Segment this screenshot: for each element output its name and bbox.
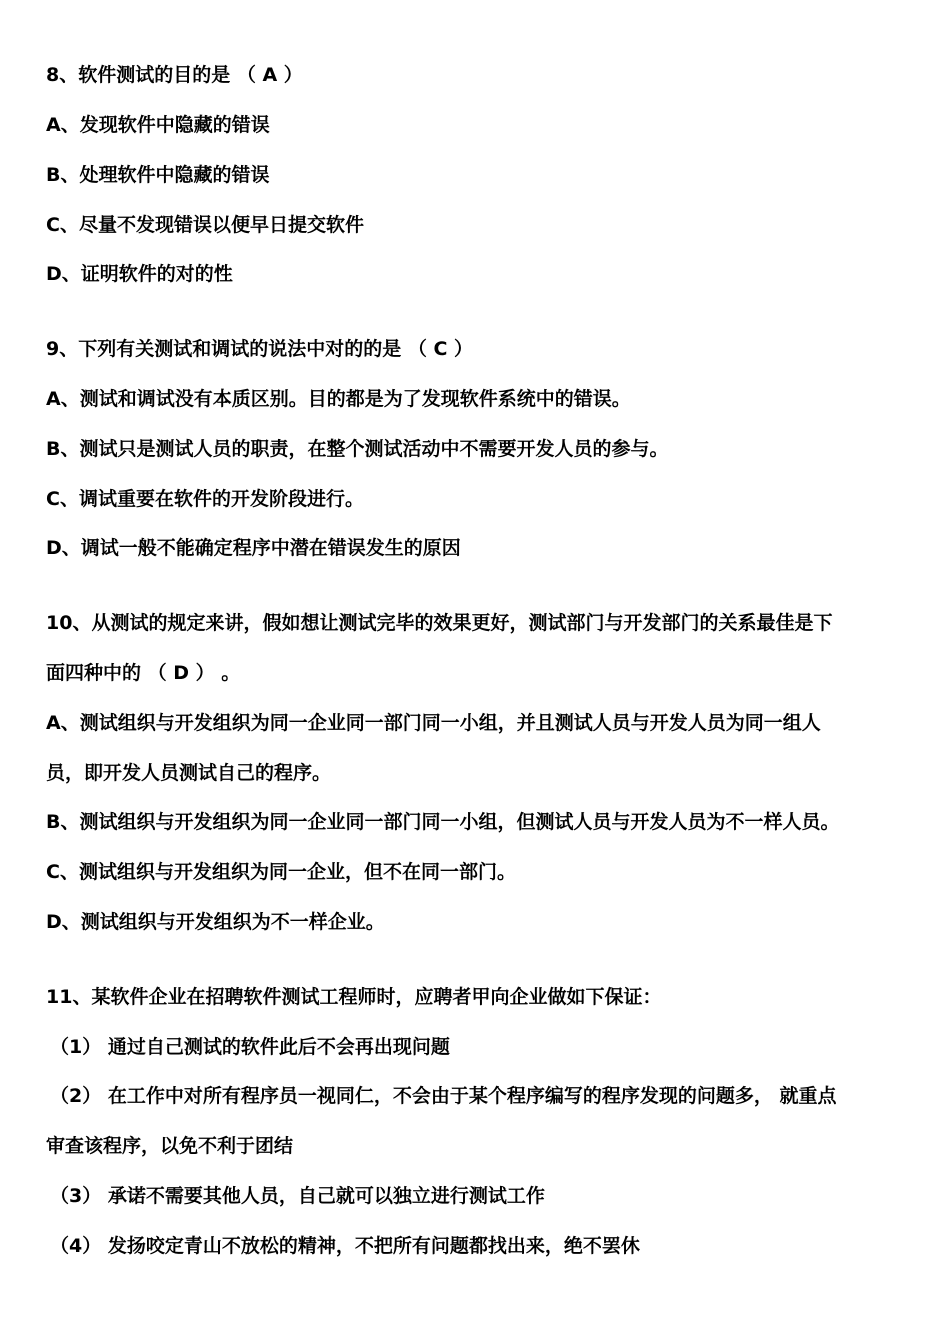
question-8-option-b: B、处理软件中隐藏的错误 xyxy=(46,164,270,186)
question-10-option-a-line-2: 员，即开发人员测试自己的程序。 xyxy=(46,762,332,784)
question-9-option-d: D、调试一般不能确定程序中潜在错误发生的原因 xyxy=(46,537,461,559)
question-9-option-b: B、测试只是测试人员的职责，在整个测试活动中不需要开发人员的参与。 xyxy=(46,438,669,460)
question-10-stem-line-2: 面四种中的 （ D ） 。 xyxy=(46,662,241,684)
question-11-item-2-line-1: （2） 在工作中对所有程序员一视同仁，不会由于某个程序编写的程序发现的问题多， 就重点 xyxy=(50,1085,837,1107)
question-10-option-b: B、测试组织与开发组织为同一企业同一部门同一小组，但测试人员与开发人员为不一样人员。 xyxy=(46,811,840,833)
question-11-stem: 11、某软件企业在招聘软件测试工程师时，应聘者甲向企业做如下保证： xyxy=(46,986,662,1008)
question-10-option-c: C、测试组织与开发组织为同一企业，但不在同一部门。 xyxy=(46,861,516,883)
question-11-item-2-line-2: 审查该程序，以免不利于团结 xyxy=(46,1135,294,1157)
question-9-stem: 9、下列有关测试和调试的说法中对的的是 （ C ） xyxy=(46,338,474,360)
question-9-option-a: A、测试和调试没有本质区别。目的都是为了发现软件系统中的错误。 xyxy=(46,388,631,410)
question-8-option-d: D、证明软件的对的性 xyxy=(46,263,233,285)
question-9-option-c: C、调试重要在软件的开发阶段进行。 xyxy=(46,488,364,510)
question-8-option-a: A、发现软件中隐藏的错误 xyxy=(46,114,270,136)
question-10-option-a-line-1: A、测试组织与开发组织为同一企业同一部门同一小组，并且测试人员与开发人员为同一组人 xyxy=(46,712,821,734)
question-11-item-4: （4） 发扬咬定青山不放松的精神，不把所有问题都找出来，绝不罢休 xyxy=(50,1235,640,1257)
question-8-stem: 8、软件测试的目的是 （ A ） xyxy=(46,64,303,86)
question-10-stem-line-1: 10、从测试的规定来讲，假如想让测试完毕的效果更好，测试部门与开发部门的关系最佳是下 xyxy=(46,612,833,634)
question-10-option-d: D、测试组织与开发组织为不一样企业。 xyxy=(46,911,385,933)
question-11-item-1: （1） 通过自己测试的软件此后不会再出现问题 xyxy=(50,1036,450,1058)
question-8-option-c: C、尽量不发现错误以便早日提交软件 xyxy=(46,214,364,236)
question-11-item-3: （3） 承诺不需要其他人员，自己就可以独立进行测试工作 xyxy=(50,1185,545,1207)
